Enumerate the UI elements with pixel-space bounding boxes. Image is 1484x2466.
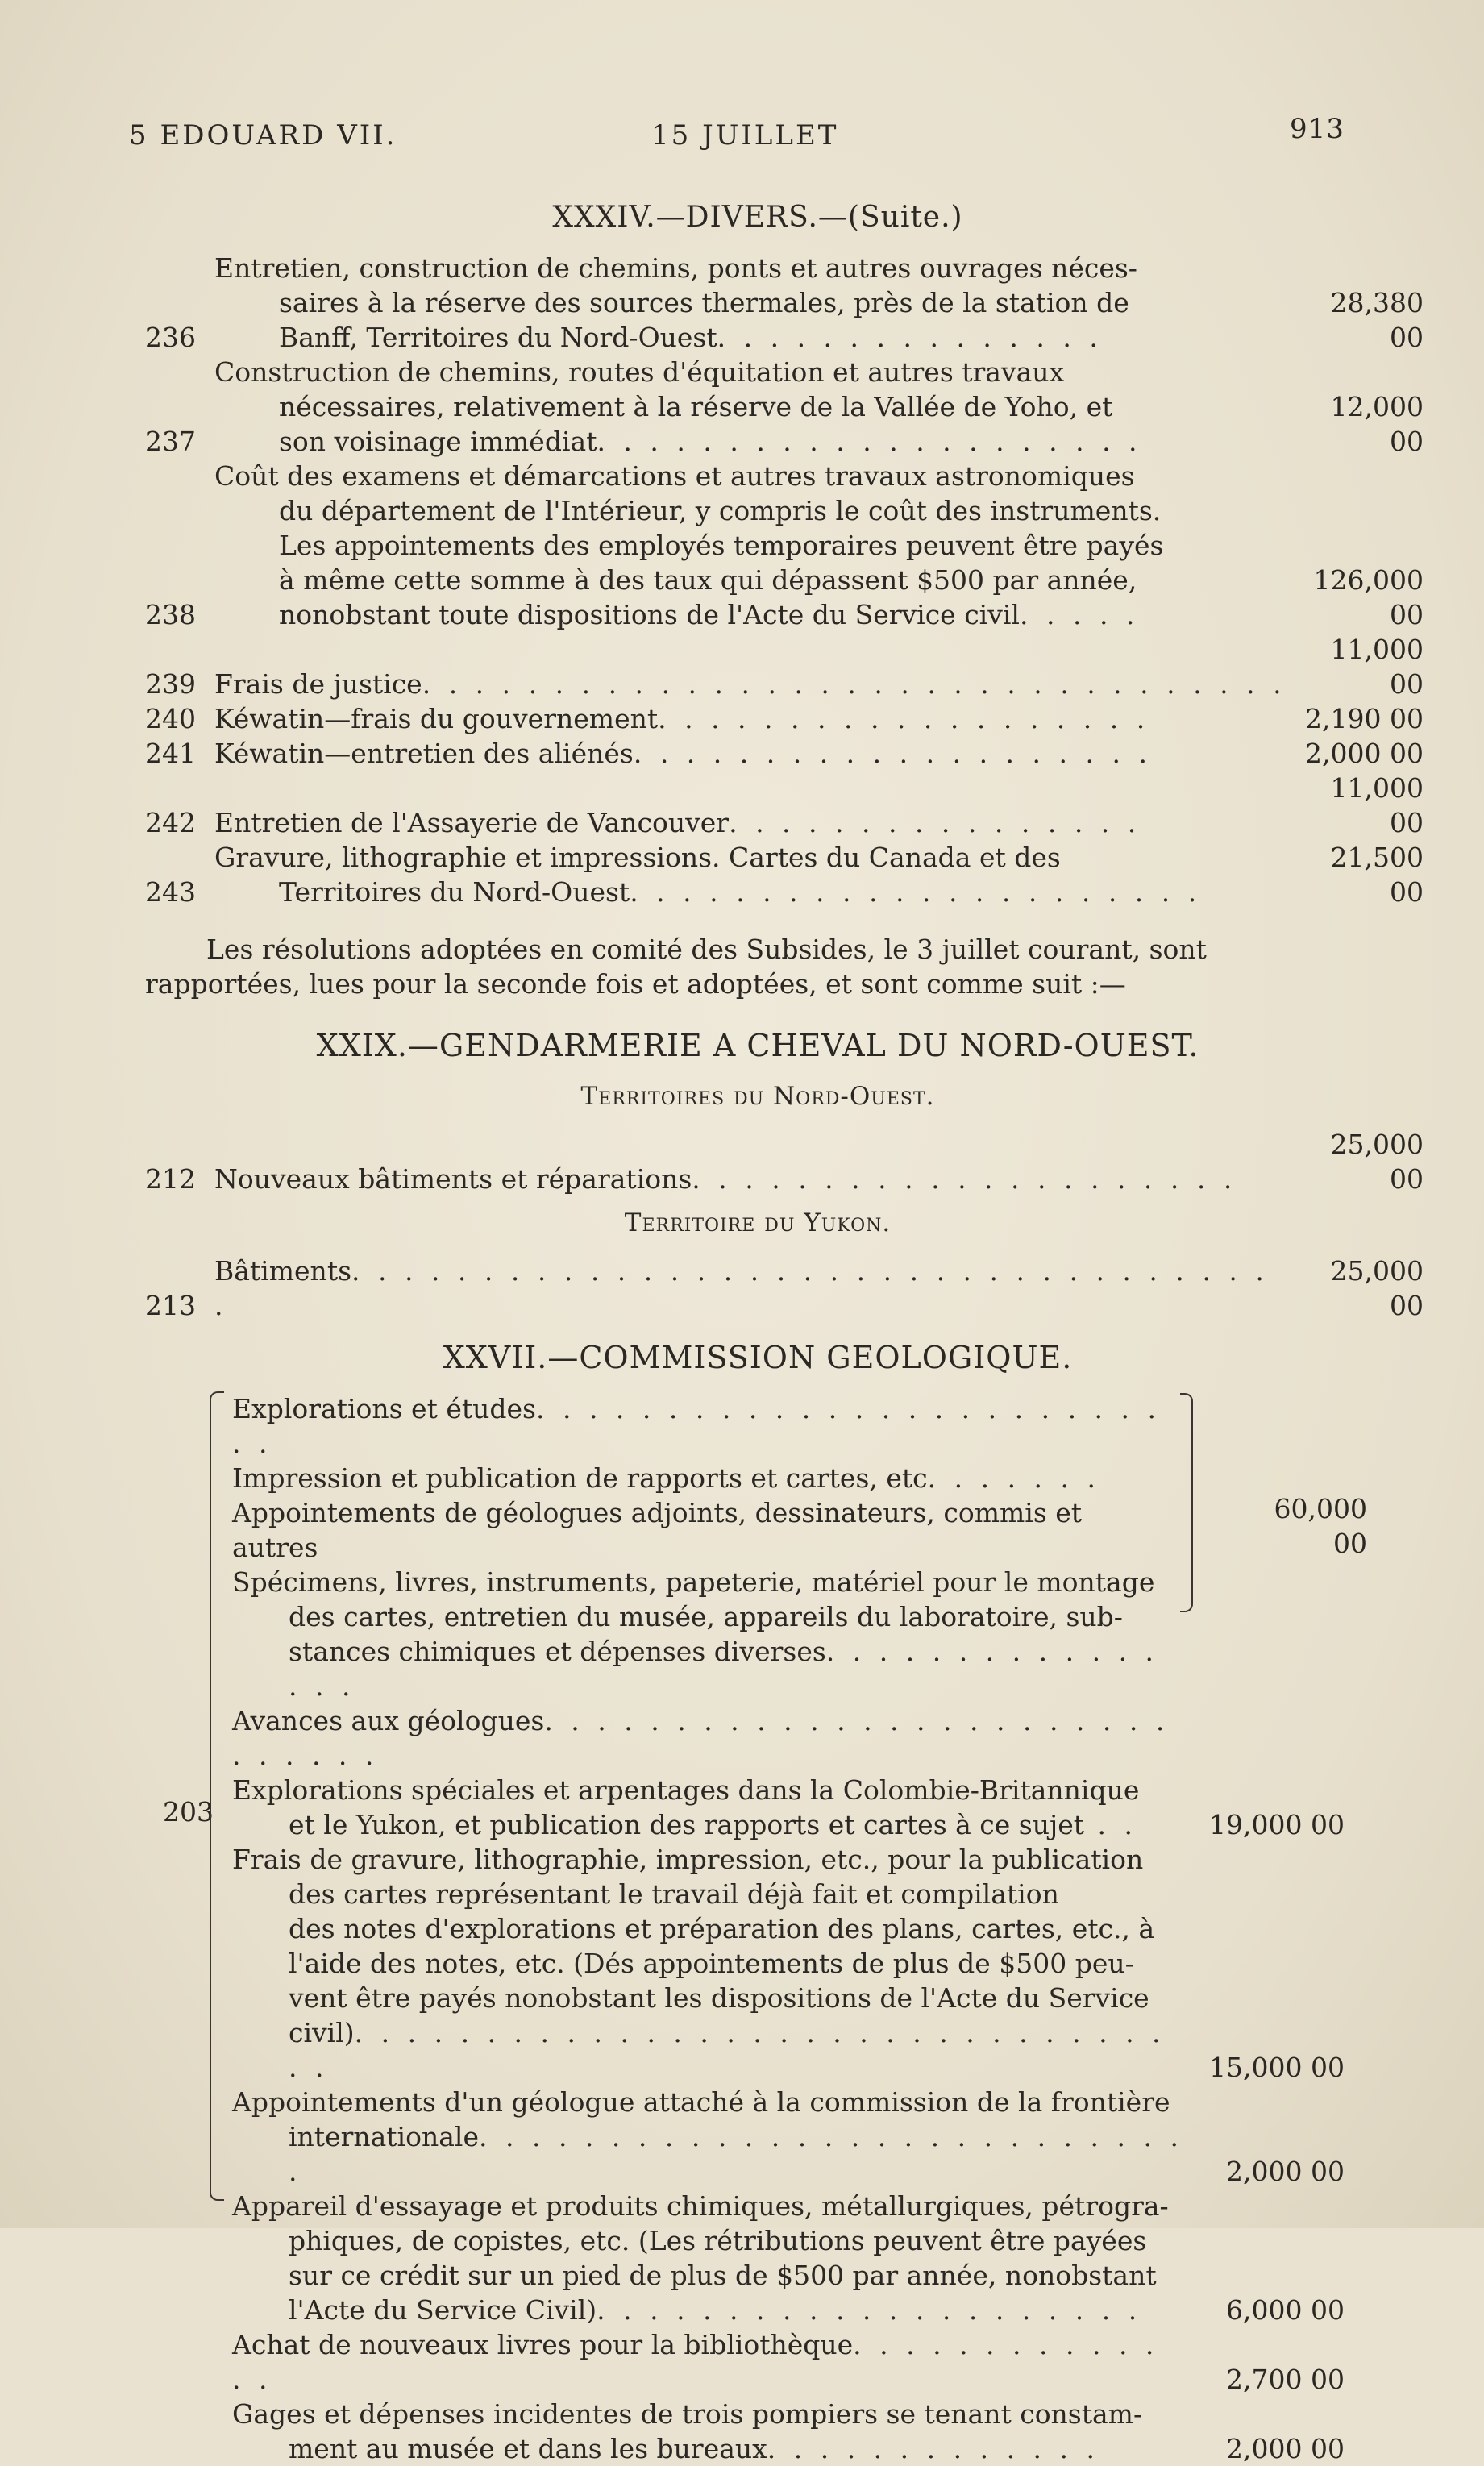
item-amount: 28,380 00 [1330,287,1424,353]
section-title-geologique: XXVII.—COMMISSION GEOLOGIQUE. [443,1340,1073,1375]
item-text [232,1842,1183,2085]
item-number: 203 [163,1796,214,1828]
item-number: 240 [145,703,196,734]
item-amount: 2,000 00 [1305,738,1424,769]
item-line: Gages et dépenses incidentes de trois pompiers se tenant constam- [232,2398,1143,2430]
item-line: Entretien, construction de chemins, ponts et autres ouvrages néces- [214,252,1137,284]
item-line-last: Territoires du Nord-Ouest. . . . . . . . . . . . . . . . . . . . . . [279,876,1202,908]
divers-items [145,251,1424,909]
item-text [232,2397,1183,2466]
item-line: nécessaires, relativement à la réserve de la Vallée de Yoho, et [279,391,1113,422]
budget-item [232,2085,1441,2189]
budget-item [145,840,1424,909]
item-number: 242 [145,807,196,838]
group-amount: 60,000 00 [1274,1493,1367,1559]
item-amount: 2,190 00 [1305,703,1424,734]
budget-item [145,632,1424,701]
item-text [232,2085,1183,2189]
budget-item [232,2397,1441,2466]
item-line: des cartes, entretien du musée, appareils du laboratoire, sub- [289,1601,1123,1632]
item-text: Kéwatin—frais du gouvernement. . . . . . . . . . . . . . . . . . . [214,703,1150,734]
budget-item [145,771,1424,840]
item-line: Impression et publication de rapports et cartes, etc. . . . . . . [232,1462,1100,1494]
item-amount: 11,000 00 [1330,772,1424,838]
budget-item [145,459,1424,632]
left-brace [210,1391,224,2201]
item-amount: 25,000 00 [1330,1255,1424,1321]
page-body [145,200,1424,2466]
budget-item [145,355,1424,459]
item-line: vent être payés nonobstant les dispositions de l'Acte du Service [289,1982,1149,2014]
budget-item [145,736,1424,771]
item-line: saires à la réserve des sources thermales, près de la station de [279,287,1129,318]
item-line-last: Banff, Territoires du Nord-Ouest. . . . . . . . . . . . . . . [279,322,1103,353]
geologique-block [145,1391,1370,2466]
item-line: des notes d'explorations et préparation des plans, cartes, etc., à [289,1913,1155,1944]
item-number: 237 [145,426,196,457]
item-line: sur ce crédit sur un pied de plus de $500 par année, nonobstant [289,2260,1157,2291]
item-text: Bâtiments. . . . . . . . . . . . . . . . . . . . . . . . . . . . . . . . . . . . [214,1255,1269,1321]
resolutions-paragraph: Les résolutions adoptées en comité des Subsides, le 3 juillet courant, sont rapportées, lues pour la seconde fois et adoptées, et sont comme suit :— [145,934,1207,1000]
item-number: 241 [145,738,196,769]
item-amount: 15,000 00 [1209,2052,1345,2083]
item-line: Gravure, lithographie et impressions. Cartes du Canada et des [214,842,1061,873]
item-line-last: l'Acte du Service Civil). . . . . . . . . . . . . . . . . . . . . [289,2294,1142,2326]
item-line: Spécimens, livres, instruments, papeterie, matériel pour le montage [232,1566,1155,1598]
item-amount: 2,000 00 [1226,2156,1345,2187]
item-line: l'aide des notes, etc. (Dés appointements de plus de $500 peu- [289,1948,1134,1979]
section-title-divers: XXXIV.—DIVERS.—(Suite.) [552,201,963,234]
item-number: 243 [145,876,196,908]
running-header-date: 15 JUILLET [651,119,839,152]
item-line-last: ment au musée et dans les bureaux. . . . . . . . . . . . . [289,2433,1100,2464]
item-number: 238 [145,599,196,630]
item-amount: 2,700 00 [1226,2364,1345,2395]
item-amount: 11,000 00 [1330,634,1424,700]
item-text [214,251,1295,355]
item-text: Kéwatin—entretien des aliénés. . . . . . . . . . . . . . . . . . . . [214,738,1152,769]
item-number: 239 [145,668,196,700]
item-amount: 6,000 00 [1226,2294,1345,2326]
item-text [214,459,1295,632]
budget-item [145,1254,1424,1323]
item-text [232,1773,1183,1842]
subheading-yukon: Territoire du Yukon. [624,1208,892,1237]
item-amount: 19,000 00 [1209,1809,1345,1840]
item-number: 212 [145,1163,196,1195]
item-line-last: nonobstant toute dispositions de l'Acte du Service civil. . . . . [279,599,1140,630]
item-line: Appareil d'essayage et produits chimiques, métallurgiques, pétrogra- [232,2190,1169,2222]
item-amount: 2,000 00 [1226,2433,1345,2464]
item-line-last: son voisinage immédiat. . . . . . . . . . . . . . . . . . . . . [279,426,1142,457]
section-title-gendarmerie: XXIX.—GENDARMERIE A CHEVAL DU NORD-OUEST. [316,1028,1199,1063]
running-header-left: 5 EDOUARD VII. [129,119,397,152]
item-number: 213 [145,1290,196,1321]
item-text [232,2189,1183,2327]
budget-item [145,251,1424,355]
item-amount: 12,000 00 [1330,391,1424,457]
item-text: Achat de nouveaux livres pour la bibliothèque. . . . . . . . . . . . . . [232,2329,1159,2395]
page-number: 913 [1290,113,1345,145]
item-amount: 25,000 00 [1330,1129,1424,1195]
item-text: Nouveaux bâtiments et réparations. . . . . . . . . . . . . . . . . . . . . [214,1163,1237,1195]
item-amount: 21,500 00 [1330,842,1424,908]
item-line-last: civil). . . . . . . . . . . . . . . . . . . . . . . . . . . . . . . . . [289,2017,1166,2083]
item-line: Avances aux géologues. . . . . . . . . . . . . . . . . . . . . . . . . . . . . . [232,1705,1170,1771]
item-text: Entretien de l'Assayerie de Vancouver. . . . . . . . . . . . . . . . [214,807,1141,838]
item-line: Coût des examens et démarcations et autres travaux astronomiques [214,460,1135,492]
item-line: Frais de gravure, lithographie, impression, etc., pour la publication [232,1844,1144,1875]
item-line: Explorations et études. . . . . . . . . . . . . . . . . . . . . . . . . . [232,1393,1162,1459]
budget-item [232,2327,1441,2397]
subheading-territoires: Territoires du Nord-Ouest. [580,1082,935,1111]
item-line: Appointements d'un géologue attaché à la commission de la frontière [232,2086,1170,2118]
item-line: Les appointements des employés temporaires peuvent être payés [279,530,1164,561]
grouped-lines [232,1391,1175,1773]
item-number: 236 [145,322,196,353]
item-line: du département de l'Intérieur, y compris le coût des instruments. [279,495,1162,526]
item-line: stances chimiques et dépenses diverses. . . . . . . . . . . . . . . . [289,1636,1159,1702]
item-line: Explorations spéciales et arpentages dans la Colombie-Britannique [232,1774,1140,1806]
item-line: Appointements de géologues adjoints, dessinateurs, commis et autres [232,1497,1083,1563]
item-line-last: internationale. . . . . . . . . . . . . . . . . . . . . . . . . . . . [289,2121,1183,2187]
item-text [214,840,1295,909]
budget-item [232,1842,1441,2085]
item-line: phiques, de copistes, etc. (Les rétributions peuvent être payées [289,2225,1147,2256]
item-text [214,355,1295,459]
item-line: à même cette somme à des taux qui dépassent $500 par année, [279,564,1137,596]
right-brace [1180,1393,1193,1612]
budget-item [145,701,1424,736]
item-amount: 126,000 00 [1313,564,1424,630]
budget-item [145,1127,1424,1196]
item-line: des cartes représentant le travail déjà fait et compilation [289,1878,1059,1910]
budget-item [232,2189,1441,2327]
budget-item [232,1773,1441,1842]
item-text: Frais de justice. . . . . . . . . . . . . . . . . . . . . . . . . . . . . . . . . [214,668,1287,700]
item-line: Construction de chemins, routes d'équitation et autres travaux [214,356,1065,388]
item-line-last: et le Yukon, et publication des rapports et cartes à ce sujet . . [289,1809,1137,1840]
